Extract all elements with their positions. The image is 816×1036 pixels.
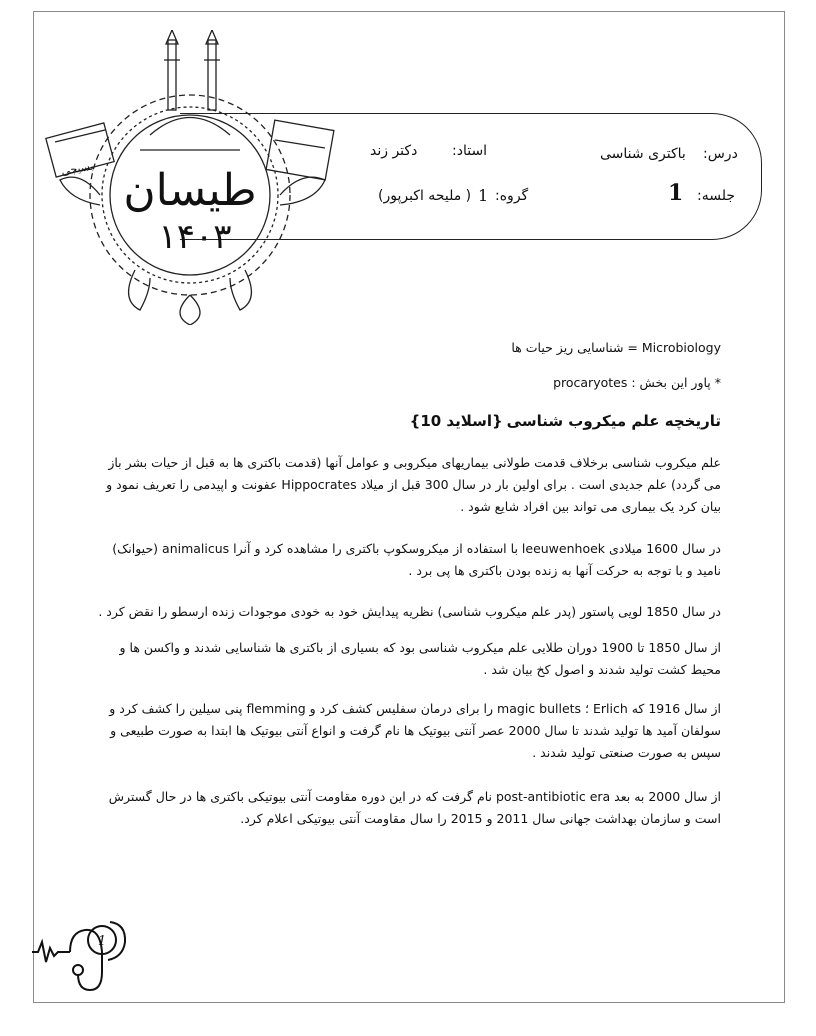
paragraph-2: در سال 1600 میلادی leeuwenhoek با استفاده از میکروسکوپ باکتری را مشاهده کرد و آنرا animalicus (حیوانک) نامید و با توجه به حرکت آنها به زنده بودن باکتری ها پی برد .	[112, 541, 721, 578]
definition-line: Microbiology = شناسایی ریز حیات ها	[511, 340, 721, 355]
logo-word: طیسان	[123, 165, 257, 216]
writer-name: ( ملیحه اکبرپور)	[378, 188, 472, 204]
course-value: باکتری شناسی	[600, 146, 686, 162]
logo-side: بسیجی	[60, 159, 95, 178]
group-label: گروه:	[495, 188, 529, 204]
paragraph-4: از سال 1850 تا 1900 دوران طلایی علم میکروب شناسی بود که بسیاری از باکتری ها شناسایی شدند و واکسن ها و محیط کشت تولید شدند و اصول کخ بیان شد .	[119, 640, 721, 677]
power-line: * پاور این بخش : procaryotes	[553, 375, 721, 390]
paragraph-6: از سال 2000 به بعد post-antibiotic era نام گرفت که در این دوره مقاومت آنتی بیوتیکی باکتری ها در حال گسترش است و سازمان بهداشت جهانی سال 2011 و 2015 را سال مقاومت آنتی بیوتیکی اعلام کرد.	[108, 789, 721, 826]
session-number: 1	[668, 180, 684, 206]
teacher-label: استاد:	[452, 143, 488, 159]
teacher-value: دکتر زند	[370, 143, 418, 159]
paragraph-5: از سال 1916 که Erlich ؛ magic bullets را برای درمان سفلیس کشف کرد و flemming پنی سیلین را کشف کرد و سولفان آمید ها تولید شدند تا سال 2000 عصر آنتی بیوتیک ها نام گرفت و انواع آنتی بیوتیک ها ابتدا به صورت طبیعی و سپس به صورت صنعتی تولید شدند .	[109, 701, 721, 760]
section-title: تاریخچه علم میکروب شناسی {اسلاید 10}	[409, 412, 721, 430]
course-label: درس:	[703, 146, 738, 162]
page-number: 1	[97, 934, 107, 949]
group-number: 1	[478, 186, 489, 205]
stethoscope-icon	[30, 912, 140, 1002]
session-label: جلسه:	[697, 188, 736, 204]
paragraph-1: علم میکروب شناسی برخلاف قدمت طولانی بیماریهای میکروبی و عوامل آنها (قدمت باکتری ها به قبل از حیات بشر باز می گردد) علم جدیدی است . برای اولین بار در سال 300 قبل از میلاد Hippocrates عفونت و اپیدمی را تعریف نمود و بیان کرد یک بیماری می تواند بین افراد شایع شود .	[106, 455, 721, 514]
paragraph-3: در سال 1850 لویی پاستور (پدر علم میکروب شناسی) نظریه پیدایش خود به خودی موجودات زنده ارسطو را نقض کرد .	[98, 604, 721, 619]
tisan-logo	[40, 30, 340, 325]
logo-year: ۱۴۰۳	[158, 217, 232, 257]
